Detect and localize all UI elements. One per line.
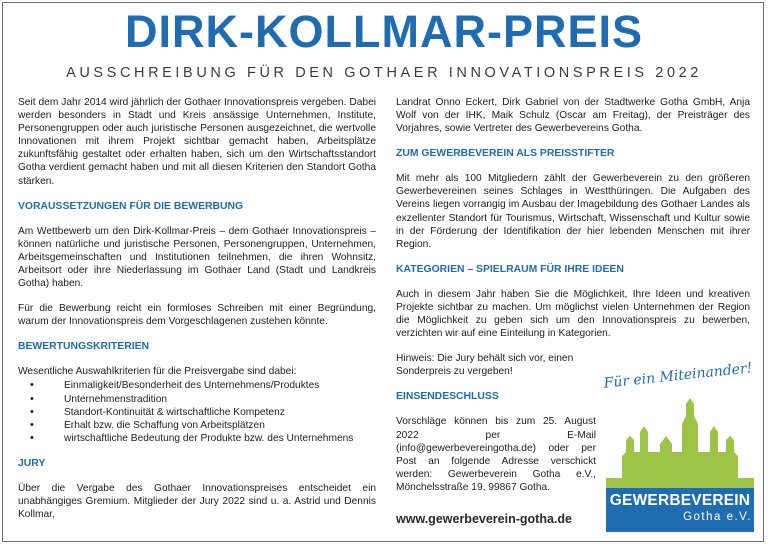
- intro-paragraph: Seit dem Jahr 2014 wird jährlich der Gothaer Innovationspreis vergeben. Dabei werden besonders in Stadt und Kreis ansässige Unternehmen, Institute, Personengruppen oder auch juristische Personen ausgezeichnet, die wertvolle Innovationen mit ihrem Projekt sichtbar gemacht haben, Arbeitsplätze zukunftsfähig gestaltet oder erhalten haben, sich um den Wirtschaftsstandort Gotha verdient gemacht haben und mit all diesen Kriterien den Standort Gotha stärken.: [18, 97, 376, 187]
- logo-subline: Gotha e.V.: [683, 511, 752, 523]
- requirements-paragraph-1: Am Wettbewerb um den Dirk-Kollmar-Preis – dem Gothaer Innovationspreis – können natürliche und juristische Personen, Personengruppen, Unternehmen, Arbeitsgemeinschaften und Institutionen teilnehmen, die ihren Wohnsitz, Arbeitsort oder ihre Niederlassung im Gothaer Land (Stadt und Landkreis Gotha) haben.: [18, 225, 376, 290]
- website-link[interactable]: www.gewerbeverein-gotha.de: [396, 512, 572, 526]
- sponsor-heading: ZUM GEWERBEVEREIN ALS PREISSTIFTER: [396, 148, 615, 160]
- criteria-list: [18, 379, 376, 444]
- jury-continued-paragraph: Landrat Onno Eckert, Dirk Gabriel von der Stadtwerke Gotha GmbH, Anja Wolf von der IHK, Maik Schulz (Oscar am Freitag), der Preisträger des Vorjahres, sowie Vertreter des Gewerbevereins Gotha.: [396, 97, 750, 135]
- requirements-heading: VORAUSSETZUNGEN FÜR DIE BEWERBUNG: [18, 200, 244, 212]
- jury-paragraph: Über die Vergabe des Gothaer Innovationspreises entscheidet ein unabhängiges Gremium. Mitglieder der Jury 2022 sind u. a. Astrid und Dennis Kollmar,: [18, 482, 376, 521]
- criteria-item: • wirtschaftliche Bedeutung der Produkte bzw. des Unternehmens: [18, 432, 376, 445]
- criteria-item: • Erhalt bzw. die Schaffung von Arbeitsplätzen: [18, 419, 376, 432]
- page-title: DIRK-KOLLMAR-PREIS: [125, 6, 643, 57]
- logo-slogan: Für ein Miteinander!: [602, 360, 754, 392]
- criteria-item: • Einmaligkeit/Besonderheit des Unternehmens/Produktes: [18, 379, 376, 392]
- deadline-paragraph: Vorschläge können bis zum 25. August 2022 per E-Mail (info@gewerbevereingotha.de) oder per Post an folgende Adresse verschickt werden: Gewerbeverein Gotha e.V., Mönchelsstraße 19, 99867 Gotha.: [396, 416, 596, 493]
- sponsor-paragraph: Mit mehr als 100 Mitgliedern zählt der Gewerbeverein zu den größeren Gewerbevereinen seines Schlages in Westthüringen. Die Aufgaben des Vereins liegen vorrangig im Ausbau der Imagebildung des Gothaer Landes als exzellenter Standort für Tourismus, Wirtschaft, Wissenschaft und Kultur sowie in der Förderung der Identifikation der hier lebenden Menschen mit ihrer Region.: [396, 173, 750, 250]
- categories-paragraph: Auch in diesem Jahr haben Sie die Möglichkeit, Ihre Ideen und kreativen Projekte sichtbar zu machen. Um möglichst vielen Unternehmen der Region die Möglichkeit zu geben sich um den Innovationspreis zu bewerben, verzichten wir auf eine Einteilung in Kategorien.: [396, 288, 750, 340]
- deadline-heading: EINSENDESCHLUSS: [396, 391, 499, 403]
- gewerbeverein-logo: [598, 360, 758, 536]
- criteria-item: • Unternehmenstradition: [18, 393, 376, 406]
- criteria-heading: BEWERTUNGSKRITERIEN: [18, 341, 150, 353]
- requirements-paragraph-2: Für die Bewerbung reicht ein formloses Schreiben mit einer Begründung, warum der Innovationspreis dem Vorgeschlagenen zustehen könnte.: [18, 303, 376, 328]
- categories-heading: KATEGORIEN – SPIELRAUM FÜR IHRE IDEEN: [396, 263, 624, 275]
- hint-paragraph: Hinweis: Die Jury behält sich vor, einen Sonderpreis zu vergeben!: [396, 353, 574, 378]
- logo-wordmark: GEWERBEVEREIN: [609, 492, 751, 509]
- left-column: [18, 96, 376, 533]
- criteria-intro: Wesentliche Auswahlkriterien für die Preisvergabe sind dabei:: [18, 366, 297, 378]
- jury-heading: JURY: [18, 457, 46, 469]
- page-subtitle: AUSSCHREIBUNG FÜR DEN GOTHAER INNOVATIONSPREIS 2022: [66, 65, 702, 81]
- criteria-item: • Standort-Kontinuität & wirtschaftliche Kompetenz: [18, 406, 376, 419]
